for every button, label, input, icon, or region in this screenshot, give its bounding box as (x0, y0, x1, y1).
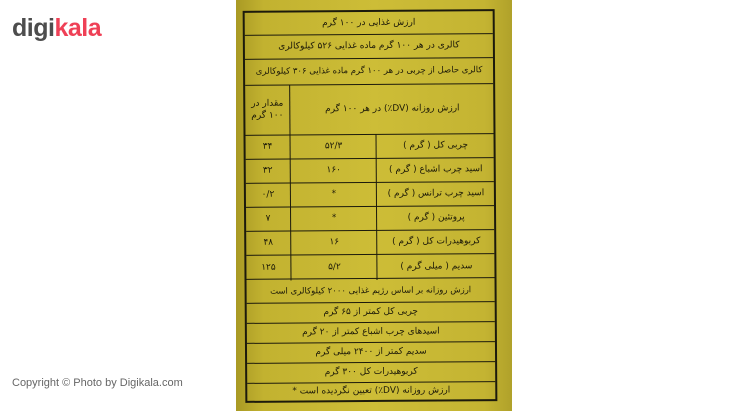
nutrient-amount: ۰/۲ (261, 189, 275, 200)
footer-row (247, 381, 495, 401)
fat-calories-row (245, 57, 493, 86)
product-photo (236, 0, 512, 411)
nutrient-amount: ۷ (265, 213, 271, 224)
nutrient-amount: ۴۸ (263, 237, 274, 248)
calories-row (245, 33, 493, 60)
footer-text: کربوهیدرات کل ۳۰۰ گرم (324, 366, 418, 378)
dv-column-header: ارزش روزانه (DV٪) در هر ۱۰۰ گرم (325, 103, 460, 115)
nutrient-name: سدیم ( میلی گرم ) (400, 261, 473, 272)
logo-part-kala: kala (54, 14, 102, 42)
nutrient-amount: ۱۲۵ (261, 262, 276, 273)
nutrient-dv: * (331, 213, 337, 224)
footer-text: چربی کل کمتر از ۶۵ گرم (323, 306, 419, 318)
nutrient-name: اسید چرب ترانس ( گرم ) (387, 188, 485, 199)
nutrition-label (243, 9, 498, 403)
fat-calories-text: کالری حاصل از چربی در هر ۱۰۰ گرم ماده غذایی ۳۰۶ کیلوکالری (255, 65, 483, 77)
nutrient-dv: ۱۶۰ (326, 165, 342, 176)
nutrient-dv: ۵۲/۳ (324, 141, 343, 152)
logo-part-digi: digi (12, 14, 55, 42)
label-title: ارزش غذایی در ۱۰۰ گرم (322, 17, 416, 29)
nutrient-amount: ۳۴ (262, 141, 273, 152)
nutrient-name: چربی کل ( گرم ) (403, 140, 469, 151)
digikala-logo (12, 14, 101, 43)
nutrient-amount: ۳۲ (262, 165, 273, 176)
footer-text: اسیدهای چرب اشباع کمتر از ۲۰ گرم (302, 326, 440, 338)
nutrient-name: اسید چرب اشباع ( گرم ) (388, 164, 483, 175)
label-title-row (245, 11, 493, 36)
nutrient-name: پروتئین ( گرم ) (407, 212, 465, 223)
footer-text: ارزش روزانه بر اساس رژیم غذایی ۲۰۰۰ کیلوکالری است (270, 285, 472, 297)
nutrient-dv: * (331, 189, 337, 200)
amount-column-header: مقدار در ۱۰۰ گرم (251, 98, 284, 121)
copyright-notice: Copyright © Photo by Digikala.com (12, 377, 183, 389)
nutrient-dv: ۱۶ (329, 237, 340, 248)
calories-text: کالری در هر ۱۰۰ گرم ماده غذایی ۵۲۶ کیلوکالری (278, 40, 460, 52)
nutrient-dv: ۵/۲ (328, 262, 341, 273)
nutrient-table (245, 83, 494, 281)
footer-text: ارزش روزانه (DV٪) تعیین نگردیده است * (292, 385, 451, 397)
footer-row (247, 279, 495, 304)
footer-text: سدیم کمتر از ۲۴۰۰ میلی گرم (315, 346, 427, 358)
nutrient-name: کربوهیدرات کل ( گرم ) (392, 236, 481, 247)
